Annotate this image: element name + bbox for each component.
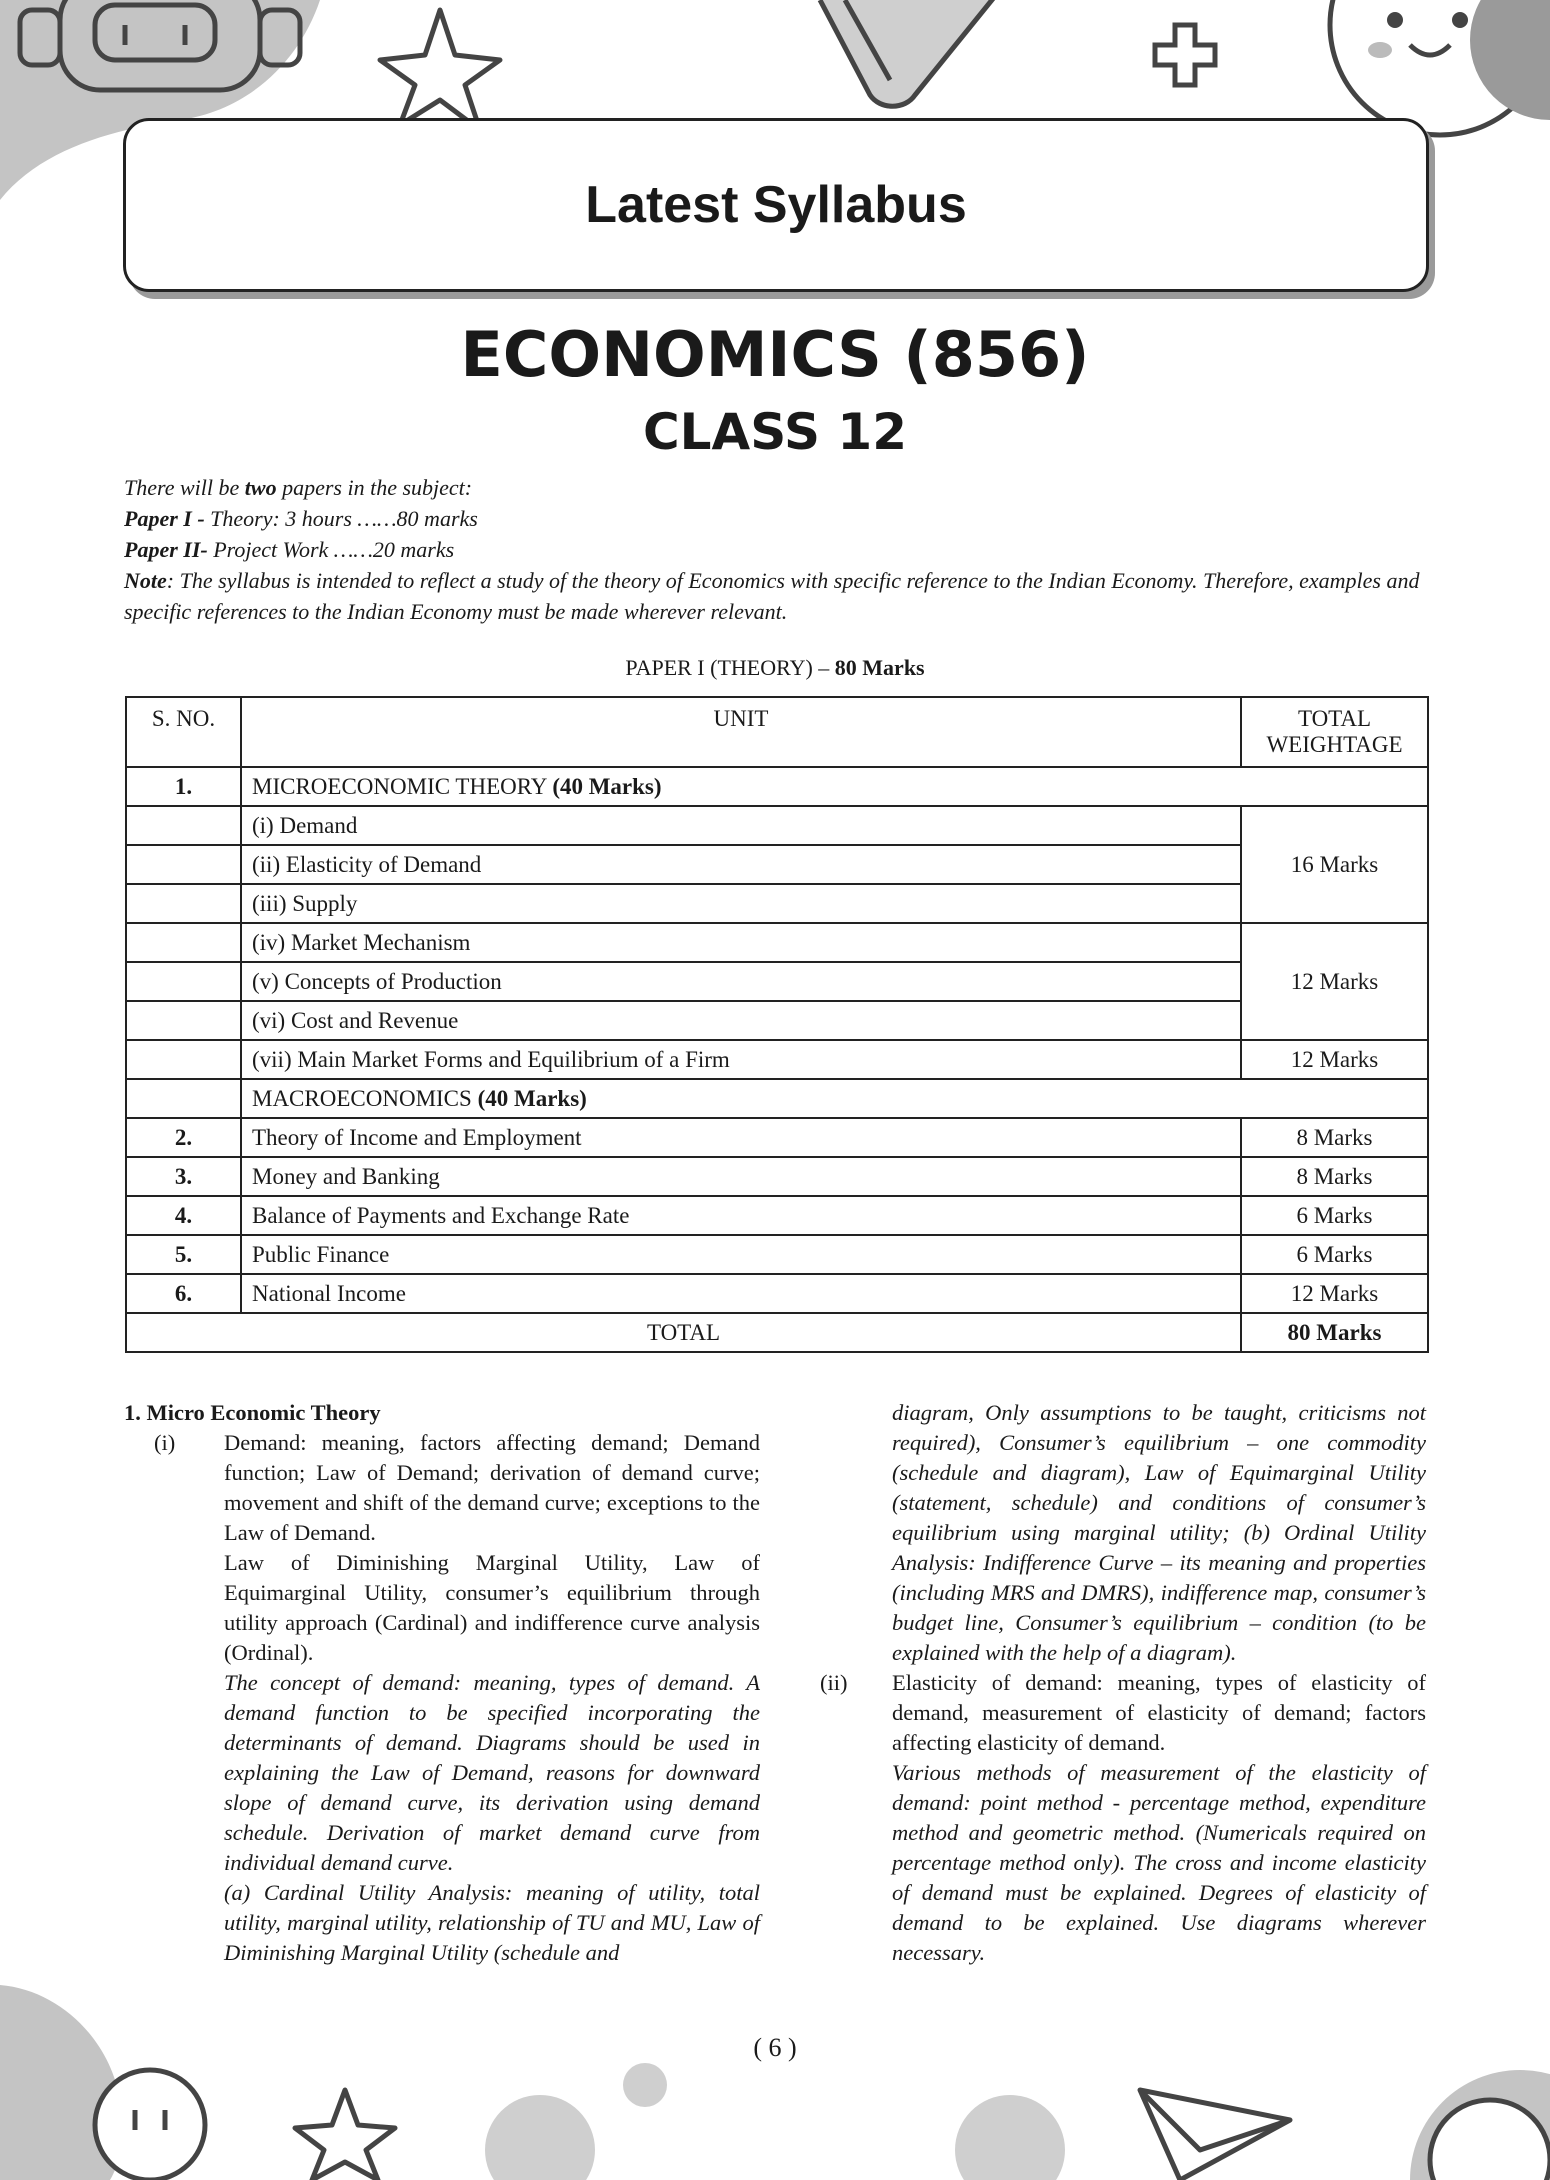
sno-cell: 2. — [126, 1118, 241, 1157]
table-row — [126, 1079, 1428, 1118]
total-label: TOTAL — [126, 1313, 1241, 1352]
paper1-text: Theory: 3 hours ……80 marks — [204, 506, 478, 531]
sno-cell — [126, 923, 241, 962]
syllabus-table — [125, 696, 1429, 1353]
section-heading: 1. Micro Economic Theory — [124, 1400, 381, 1425]
table-row — [126, 923, 1428, 962]
item-paragraph: (a) Cardinal Utility Analysis: meaning of utility, total utility, marginal utility, relationship of TU and MU, Law of Diminishing Marginal Utility (schedule and — [224, 1880, 760, 1965]
header-unit: UNIT — [241, 697, 1241, 767]
header-weightage: TOTAL WEIGHTAGE — [1241, 697, 1428, 767]
banner-title: Latest Syllabus — [585, 176, 967, 234]
star-doodle-icon — [380, 10, 500, 130]
left-column — [124, 1398, 760, 1968]
marks-cell: 12 Marks — [1241, 923, 1428, 1040]
item-number: (ii) — [820, 1670, 848, 1695]
paper2-line — [124, 534, 1424, 565]
unit-cell: (ii) Elasticity of Demand — [241, 845, 1241, 884]
item-paragraph: Demand: meaning, factors affecting demand; Demand function; Law of Demand; derivation of demand curve; movement and shift of the demand curve; exceptions to the Law of Demand. — [224, 1430, 760, 1545]
section-title-cell — [241, 1079, 1428, 1118]
intro-line — [124, 472, 1424, 503]
syllabus-item — [124, 1428, 760, 1968]
intro-bold: two — [244, 475, 277, 500]
syllabus-banner — [123, 118, 1429, 292]
sno-cell — [126, 845, 241, 884]
table-caption — [0, 655, 1550, 681]
unit-cell: (iii) Supply — [241, 884, 1241, 923]
marks-cell: 6 Marks — [1241, 1235, 1428, 1274]
bottom-left-blob — [0, 1985, 205, 2180]
subject-title: ECONOMICS (856) — [460, 318, 1090, 391]
star-doodle-bottom-icon — [295, 2090, 395, 2180]
syllabus-item-continued — [820, 1398, 1426, 1668]
sno-cell: 1. — [126, 767, 241, 806]
total-marks: 80 Marks — [1241, 1313, 1428, 1352]
unit-cell: (vii) Main Market Forms and Equilibrium of a Firm — [241, 1040, 1241, 1079]
class-label: CLASS 12 — [642, 403, 907, 461]
sno-cell: 4. — [126, 1196, 241, 1235]
section-title: MICROECONOMIC THEORY — [252, 773, 553, 799]
intro-text: papers in the subject: — [276, 475, 473, 500]
table-header-row — [126, 697, 1428, 767]
syllabus-item — [820, 1668, 1426, 1968]
bottom-right-blob — [1410, 2070, 1550, 2180]
sno-cell: 5. — [126, 1235, 241, 1274]
paper2-text: Project Work ……20 marks — [207, 537, 455, 562]
face-doodle-icon — [1330, 0, 1550, 135]
table-row — [126, 962, 1428, 1001]
sno-cell — [126, 1079, 241, 1118]
paper1-line — [124, 503, 1424, 534]
unit-cell: (iv) Market Mechanism — [241, 923, 1241, 962]
item-paragraph: diagram, Only assumptions to be taught, criticisms not required), Consumer’s equilibrium – one commodity (schedule and diagram), Law of Equimarginal Utility (statement, schedule) and conditions of consumer’s equilibrium using marginal utility; (b) Ordinal Utility Analysis: Indifference Curve – its meaning and properties (including MRS and DMRS), indifference map, consumer’s budget line, Consumer’s equilibrium – condition (to be explained with the help of a diagram). — [892, 1400, 1426, 1665]
table-row — [126, 1040, 1428, 1079]
paper1-label: Paper I - — [124, 506, 205, 531]
sno-cell: 3. — [126, 1157, 241, 1196]
table-total-row — [126, 1313, 1428, 1352]
unit-cell: (vi) Cost and Revenue — [241, 1001, 1241, 1040]
caption-bold: 80 Marks — [834, 655, 925, 680]
unit-cell: (i) Demand — [241, 806, 1241, 845]
marks-cell: 8 Marks — [1241, 1157, 1428, 1196]
sno-cell — [126, 884, 241, 923]
note-line — [124, 565, 1424, 627]
paper-plane-doodle-icon — [1140, 2090, 1290, 2180]
marks-cell: 12 Marks — [1241, 1274, 1428, 1313]
unit-cell: Money and Banking — [241, 1157, 1241, 1196]
sno-cell — [126, 806, 241, 845]
item-number: (i) — [154, 1430, 176, 1455]
page-number: ( 6 ) — [753, 2033, 797, 2062]
sno-cell — [126, 1040, 241, 1079]
paper2-label: Paper II- — [124, 537, 208, 562]
table-row — [126, 1196, 1428, 1235]
unit-cell: Theory of Income and Employment — [241, 1118, 1241, 1157]
sno-cell: 6. — [126, 1274, 241, 1313]
sno-cell — [126, 1001, 241, 1040]
right-column — [820, 1398, 1426, 1968]
note-label: Note — [124, 568, 167, 593]
item-paragraph: The concept of demand: meaning, types of demand. A demand function to be specified incorporating the determinants of demand. Diagrams should be used in explaining the Law of Demand, reasons for downward slope of demand curve, its derivation using demand schedule. Derivation of market demand curve from individual demand curve. — [224, 1670, 760, 1875]
table-row — [126, 806, 1428, 845]
section-marks: (40 Marks) — [477, 1085, 587, 1111]
caption-text: PAPER I (THEORY) – — [625, 655, 835, 680]
marks-cell: 12 Marks — [1241, 1040, 1428, 1079]
header-sno: S. NO. — [126, 697, 241, 767]
unit-cell: (v) Concepts of Production — [241, 962, 1241, 1001]
section-title-cell — [241, 767, 1428, 806]
item-paragraph: Law of Diminishing Marginal Utility, Law of Equimarginal Utility, consumer’s equilibrium through utility approach (Cardinal) and indifference curve analysis (Ordinal). — [224, 1550, 760, 1665]
unit-cell: Public Finance — [241, 1235, 1241, 1274]
marks-cell: 6 Marks — [1241, 1196, 1428, 1235]
bottom-circles — [485, 2063, 1065, 2180]
marks-cell: 8 Marks — [1241, 1118, 1428, 1157]
plus-doodle-icon — [1155, 25, 1215, 85]
intro-block — [124, 472, 1424, 627]
table-row — [126, 1001, 1428, 1040]
item-paragraph: Various methods of measurement of the elasticity of demand: point method - percentage method, expenditure method and geometric method. (Numericals required on percentage method only). The cross and income elasticity of demand must be explained. Degrees of elasticity of demand to be explained. Use diagrams wherever necessary. — [892, 1760, 1426, 1965]
table-row — [126, 884, 1428, 923]
table-row — [126, 767, 1428, 806]
pencil-doodle-icon — [820, 0, 1000, 106]
section-title: MACROECONOMICS — [252, 1085, 478, 1111]
intro-text: There will be — [124, 475, 245, 500]
table-row — [126, 1235, 1428, 1274]
note-text: : The syllabus is intended to reflect a study of the theory of Economics with specific reference to the Indian Economy. Therefore, examples and specific references to the Indian Economy must be made wherever relevant. — [124, 568, 1420, 624]
section-marks: (40 Marks) — [552, 773, 662, 799]
table-row — [126, 1274, 1428, 1313]
item-paragraph: Elasticity of demand: meaning, types of elasticity of demand, measurement of elasticity of demand; factors affecting elasticity of demand. — [892, 1670, 1426, 1755]
marks-cell: 16 Marks — [1241, 806, 1428, 923]
table-row — [126, 1157, 1428, 1196]
robot-doodle-icon — [20, 0, 300, 90]
sno-cell — [126, 962, 241, 1001]
table-row — [126, 845, 1428, 884]
unit-cell: Balance of Payments and Exchange Rate — [241, 1196, 1241, 1235]
unit-cell: National Income — [241, 1274, 1241, 1313]
table-row — [126, 1118, 1428, 1157]
